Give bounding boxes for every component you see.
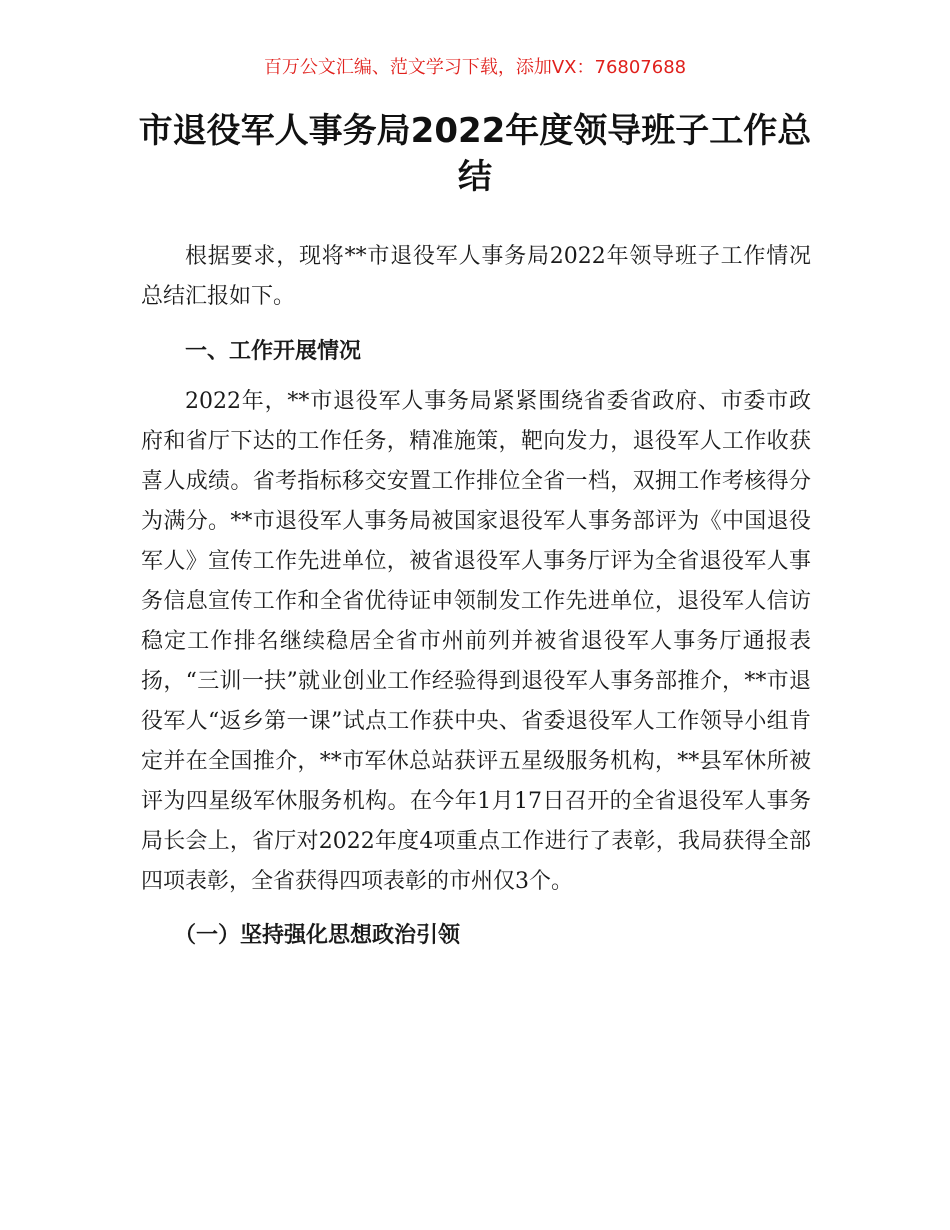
subsection-heading: （一）坚持强化思想政治引领: [174, 923, 461, 948]
section-paragraph: 2022年，**市退役军人事务局紧紧围绕省委省政府、市委市政府和省厅下达的工作任务，精准施策，靶向发力，退役军人工作收获喜人成绩。省考指标移交安置工作排位全省一档，双拥工作考核得分为满分。**市退役军人事务局被国家退役军人事务部评为《中国退役军人》宣传工作先进单位，被省退役军人事务厅评为全省退役军人事务信息宣传工作和全省优待证申领制发工作先进单位，退役军人信访稳定工作排名继续稳居全省市州前列并被省退役军人事务厅通报表扬，“三训一扶”就业创业工作经验得到退役军人事务部推介，**市退役军人“返乡第一课”试点工作获中央、省委退役军人工作领导小组肯定并在全国推介，**市军休总站获评五星级服务机构，**县军休所被评为四星级军休服务机构。在今年1月17日召开的全省退役军人事务局长会上，省厅对2022年度4项重点工作进行了表彰，我局获得全部四项表彰，全省获得四项表彰的市州仅3个。: [141, 389, 811, 894]
section-heading: 一、工作开展情况: [185, 339, 362, 364]
intro-paragraph: 根据要求，现将**市退役军人事务局2022年领导班子工作情况总结汇报如下。: [141, 244, 811, 309]
document-body: [141, 237, 811, 956]
watermark-text: 百万公文汇编、范文学习下载，添加VX：76807688: [263, 57, 687, 78]
document-title: 市退役军人事务局2022年度领导班子工作总结: [138, 111, 812, 197]
